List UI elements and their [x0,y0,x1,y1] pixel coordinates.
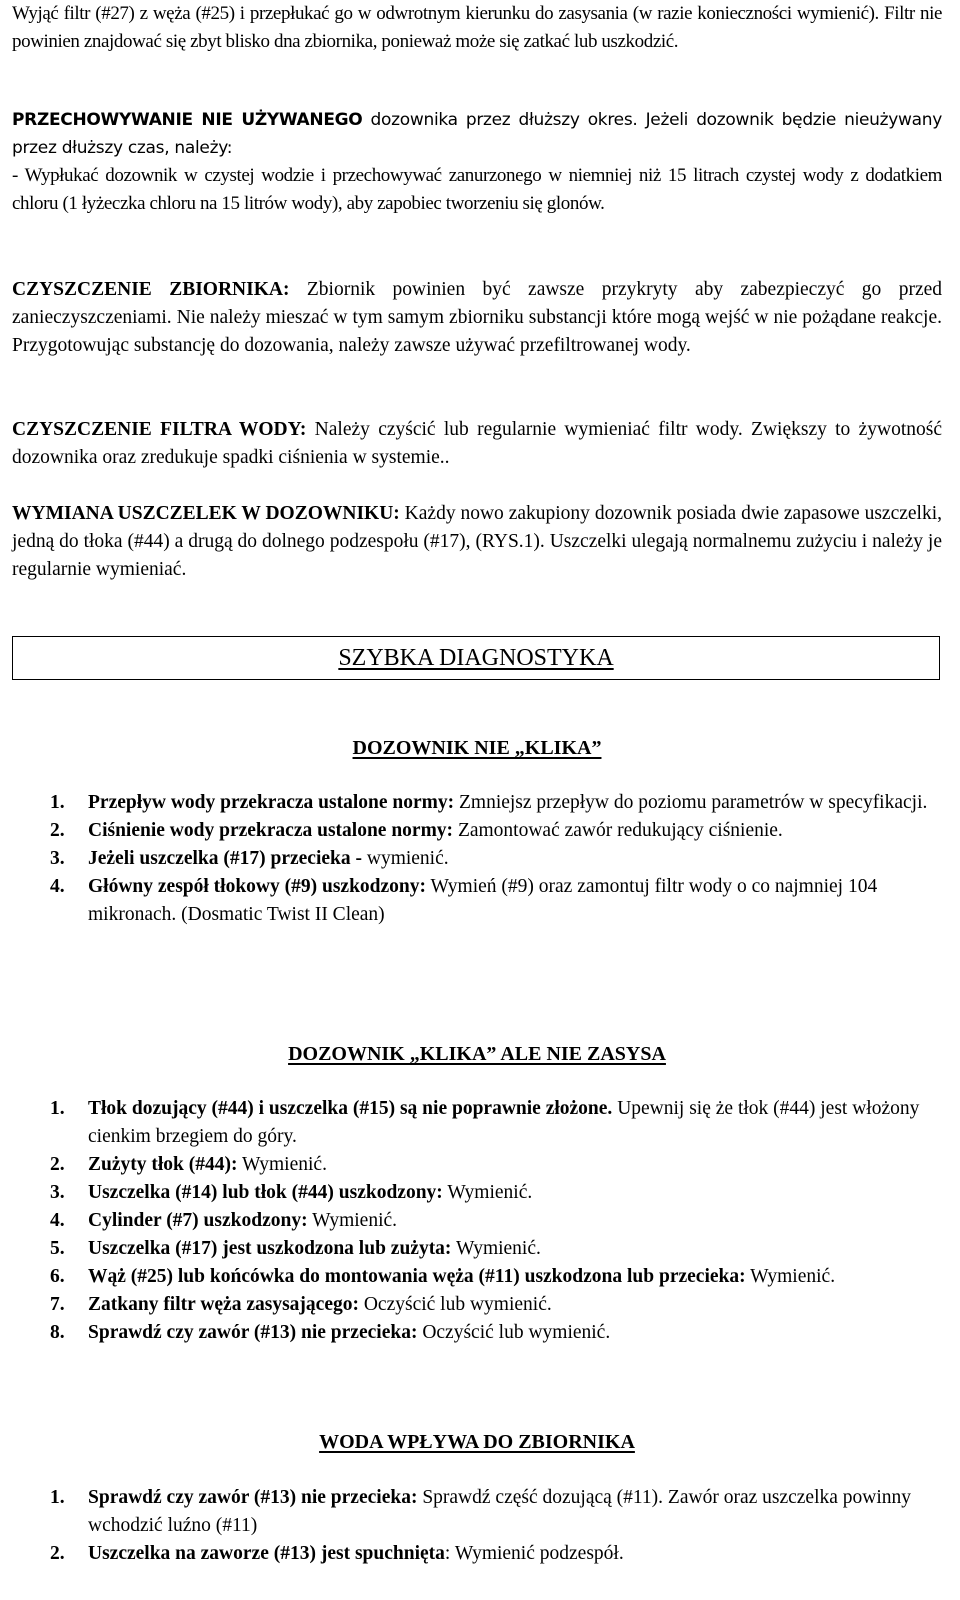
item-number: 2. [50,1154,65,1175]
storage-text-2: - Wypłukać dozownik w czystej wodzie i przechowywać zanurzonego w niemniej niż 15 litrach czystej wody z dodatkiem chloru (1 łyżeczka chloru na 15 litrów wody), aby zapobiec tworzeniu się glonów. [12,165,942,214]
item-solution: Zmniejsz przepływ do poziomu parametrów w specyfikacji. [454,792,928,813]
item-number: 1. [50,792,65,813]
diagnostic-list [12,1095,942,1347]
seals-paragraph [12,500,942,584]
storage-heading: PRZECHOWYWANIE NIE UŻYWANEGO [12,110,363,130]
item-solution: : Wymienić podzespół. [444,1543,624,1564]
item-number: 4. [50,1210,65,1231]
list-item [12,873,942,929]
item-problem: Ciśnienie wody przekracza ustalone normy: [88,820,454,841]
item-solution: Sprawdź część dozującą (#11). Zawór oraz uszczelka powinny wchodzić luźno (#11) [88,1487,912,1536]
seals-heading: WYMIANA USZCZELEK W DOZOWNIKU: [12,503,400,524]
item-problem: Zużyty tłok (#44): [88,1154,238,1175]
item-problem: Zatkany filtr węża zasysającego: [88,1294,359,1315]
tank-cleaning-heading: CZYSZCZENIE ZBIORNIKA: [12,279,290,300]
item-problem: Jeżeli uszczelka (#17) przecieka - [88,848,362,869]
item-problem: Sprawdź czy zawór (#13) nie przecieka: [88,1322,418,1343]
filter-cleaning-text: Należy czyścić lub regularnie wymieniać filtr wody. Zwiększy to żywotność dozownika oraz zredukuje spadki ciśnienia w systemie.. [12,419,943,468]
list-item [12,1207,942,1235]
filter-cleaning-heading: CZYSZCZENIE FILTRA WODY: [12,419,307,440]
item-number: 5. [50,1238,65,1259]
list-item [12,1319,942,1347]
list-item [12,1484,942,1540]
item-number: 4. [50,876,65,897]
item-solution: Oczyścić lub wymienić. [417,1322,611,1343]
list-item [12,789,942,817]
diagnostic-list [12,1484,942,1568]
diagnostic-list [12,789,942,929]
item-problem: Sprawdź czy zawór (#13) nie przecieka: [88,1487,418,1508]
section-title: WODA WPŁYWA DO ZBIORNIKA [319,1431,635,1453]
list-item [12,817,942,845]
storage-section [12,106,942,218]
item-number: 1. [50,1487,65,1508]
item-number: 3. [50,1182,65,1203]
list-item [12,1095,942,1151]
diagnostics-title-box [12,636,940,680]
list-item [12,1235,942,1263]
item-problem: Uszczelka (#14) lub tłok (#44) uszkodzony: [88,1182,443,1203]
storage-text-1: dozownika przez dłuższy okres. Jeżeli dozownik będzie nieużywany przez dłuższy czas, należy: [12,110,942,158]
item-number: 2. [50,1543,65,1564]
tank-cleaning-paragraph [12,276,942,360]
item-number: 6. [50,1266,65,1287]
item-solution: Zamontować zawór redukujący ciśnienie. [453,820,783,841]
item-solution: wymienić. [361,848,449,869]
item-number: 3. [50,848,65,869]
list-item [12,1179,942,1207]
item-problem: Przepływ wody przekracza ustalone normy: [88,792,455,813]
item-solution: Upewnij się że tłok (#44) jest włożony cienkim brzegiem do góry. [88,1098,920,1147]
storage-paragraph-2 [12,162,942,218]
item-problem: Uszczelka na zaworze (#13) jest spuchnięta [88,1543,445,1564]
list-item [12,1540,942,1568]
item-number: 7. [50,1294,65,1315]
section-title: DOZOWNIK „KLIKA” ALE NIE ZASYSA [288,1043,666,1065]
diagnostics-title: SZYBKA DIAGNOSTYKA [338,645,614,671]
item-solution: Oczyścić lub wymienić. [358,1294,552,1315]
tank-cleaning-text: Zbiornik powinien być zawsze przykryty aby zabezpieczyć go przed zanieczyszczeniami. Nie należy mieszać w tym samym zbiorniku substancji które mogą wejść w nie pożądane reakcje. Przygotowując substancję do dozowania, należy zawsze używać przefiltrowanej wody. [12,279,943,356]
item-solution: Wymień (#9) oraz zamontuj filtr wody o co najmniej 104 mikronach. (Dosmatic Twist II Clean) [88,876,878,925]
seals-text: Każdy nowo zakupiony dozownik posiada dwie zapasowe uszczelki, jedną do tłoka (#44) a drugą do dolnego podzespołu (#17), (RYS.1). Uszczelki ulegają normalnemu zużyciu i należy je regularnie wymieniać. [12,503,942,580]
list-item [12,1291,942,1319]
list-item [12,845,942,873]
item-number: 8. [50,1322,65,1343]
item-problem: Uszczelka (#17) jest uszkodzona lub zużyta: [88,1238,452,1259]
item-solution: Wymienić. [442,1182,533,1203]
item-solution: Wymienić. [307,1210,398,1231]
item-solution: Wymienić. [745,1266,836,1287]
item-problem: Wąż (#25) lub końcówka do montowania węża (#11) uszkodzona lub przecieka: [88,1266,746,1287]
item-number: 1. [50,1098,65,1119]
item-solution: Wymienić. [451,1238,541,1259]
item-number: 2. [50,820,65,841]
section-title: DOZOWNIK NIE „KLIKA” [352,737,602,759]
filter-text: Wyjąć filtr (#27) z węża (#25) i przepłukać go w odwrotnym kierunku do zasysania (w razie konieczności wymienić). Filtr nie powinien znajdować się zbyt blisko dna zbiornika, ponieważ może się zatkać lub uszkodzić. [12,3,942,52]
list-item [12,1151,942,1179]
storage-paragraph [12,106,942,162]
item-problem: Główny zespół tłokowy (#9) uszkodzony: [88,876,427,897]
filter-paragraph [12,0,942,56]
list-item [12,1263,942,1291]
item-problem: Cylinder (#7) uszkodzony: [88,1210,308,1231]
item-solution: Wymienić. [237,1154,327,1175]
item-problem: Tłok dozujący (#44) i uszczelka (#15) są nie poprawnie złożone. [88,1098,613,1119]
filter-cleaning-paragraph [12,416,942,472]
